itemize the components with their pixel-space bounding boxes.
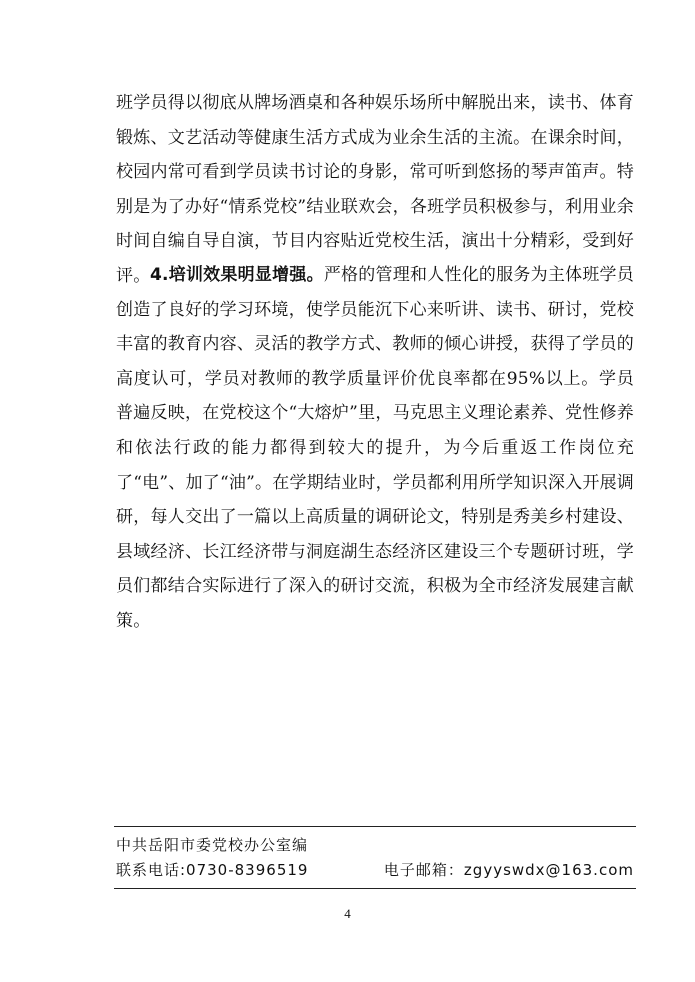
paragraph-heading: 4.培训效果明显增强。 <box>150 265 324 285</box>
footer-top-rule <box>114 826 636 827</box>
page-number: 4 <box>344 906 351 921</box>
body-paragraph-2 <box>116 258 634 639</box>
footer-organization: 中共岳阳市委党校办公室编 <box>116 836 309 854</box>
body-paragraph-1: 班学员得以彻底从牌场酒桌和各种娱乐场所中解脱出来，读书、体育锻炼、文艺活动等健康生活方式成为业余生活的主流。在课余时间，校园内常可看到学员读书讨论的身影，常可听到悠扬的琴声笛声。特别是为了办好“情系党校”结业联欢会，各班学员积极参与，利用业余时间自编自导自演，节目内容贴近党校生活，演出十分精彩，受到好评。 <box>116 93 634 286</box>
footer-bottom-rule <box>114 888 636 889</box>
footer-email: 电子邮箱：zgyyswdx@163.com <box>383 861 634 879</box>
footer-contact-row <box>116 859 634 880</box>
footer-phone: 联系电话:0730-8396519 <box>116 861 309 879</box>
paragraph-body: 严格的管理和人性化的服务为主体班学员创造了良好的学习环境，使学员能沉下心来听讲、读书、研讨，党校丰富的教育内容、灵活的教学方式、教师的倾心讲授，获得了学员的高度认可，学员对教师的教学质量评价优良率都在95%以上。学员普遍反映，在党校这个“大熔炉”里，马克思主义理论素养、党性修养和依法行政的能力都得到较大的提升，为今后重返工作岗位充了“电”、加了“油”。在学期结业时，学员都利用所学知识深入开展调研，每人交出了一篇以上高质量的调研论文，特别是秀美乡村建设、县域经济、长江经济带与洞庭湖生态经济区建设三个专题研讨班，学员们都结合实际进行了深入的研讨交流，积极为全市经济发展建言献策。 <box>116 265 634 631</box>
